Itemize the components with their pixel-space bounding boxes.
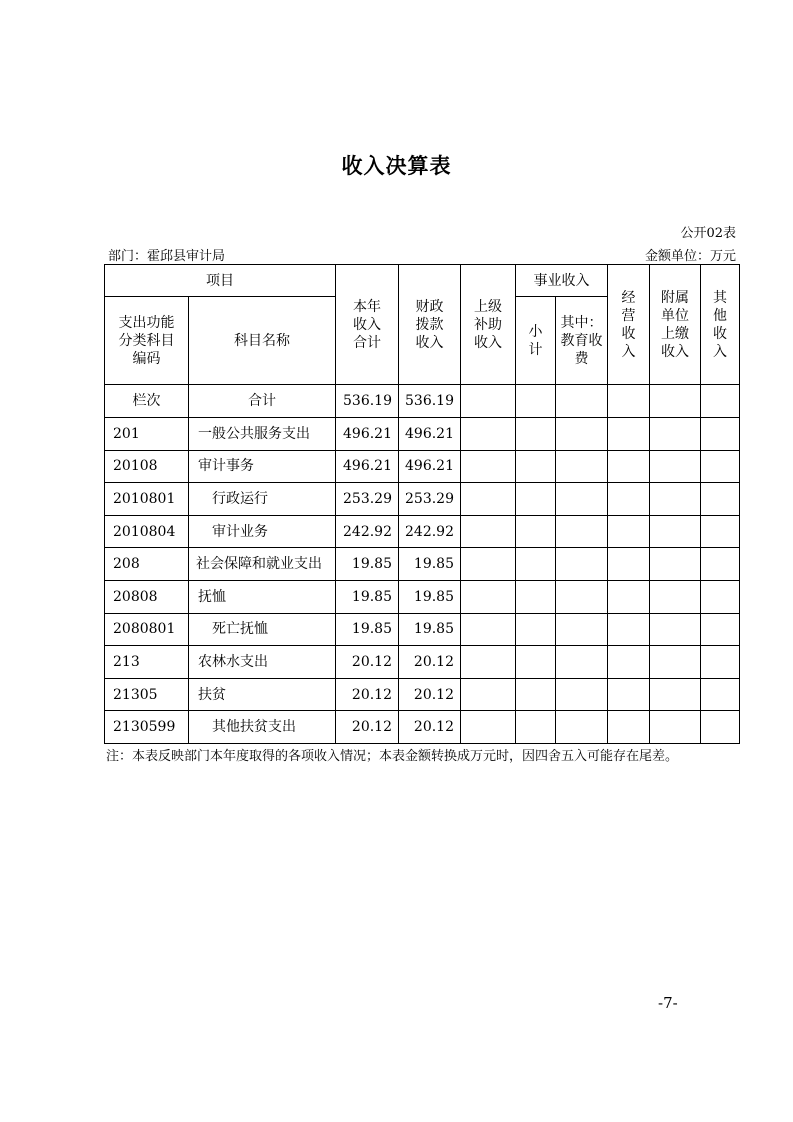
row-code: 20808: [105, 580, 189, 613]
row-code: 21305: [105, 678, 189, 711]
header-affiliated-income: 附属单位上缴收入: [650, 265, 701, 385]
header-superior-subsidy: 上级补助收入: [461, 265, 516, 385]
table-row: [105, 678, 740, 711]
row-fiscal: 20.12: [399, 646, 461, 679]
row-total: 253.29: [336, 483, 399, 516]
row-code: 2010804: [105, 515, 189, 548]
row-fiscal: 19.85: [399, 548, 461, 581]
row-fiscal: 19.85: [399, 580, 461, 613]
row-total: 20.12: [336, 711, 399, 744]
table-row: [105, 613, 740, 646]
row-total: 19.85: [336, 580, 399, 613]
row-code: 201: [105, 418, 189, 451]
row-name: 行政运行: [189, 483, 336, 516]
header-education-fee: 其中：教育收费: [556, 297, 608, 385]
row-fiscal: 20.12: [399, 678, 461, 711]
row-fiscal: 253.29: [399, 483, 461, 516]
summary-fiscal: 536.19: [399, 385, 461, 418]
row-total: 20.12: [336, 646, 399, 679]
row-code: 208: [105, 548, 189, 581]
header-fiscal-income: 财政拨款收入: [399, 265, 461, 385]
row-name: 审计业务: [189, 515, 336, 548]
row-name: 一般公共服务支出: [189, 418, 336, 451]
row-name: 抚恤: [189, 580, 336, 613]
row-total: 242.92: [336, 515, 399, 548]
row-fiscal: 242.92: [399, 515, 461, 548]
table-row: [105, 646, 740, 679]
row-code: 20108: [105, 450, 189, 483]
row-total: 20.12: [336, 678, 399, 711]
summary-row: [105, 385, 740, 418]
row-name: 农林水支出: [189, 646, 336, 679]
header-total-income: 本年收入合计: [336, 265, 399, 385]
header-subtotal: 小计: [516, 297, 556, 385]
table-row: [105, 483, 740, 516]
row-name: 扶贫: [189, 678, 336, 711]
summary-total: 536.19: [336, 385, 399, 418]
footnote: 注：本表反映部门本年度取得的各项收入情况；本表金额转换成万元时，因四舍五入可能存在尾差。: [106, 749, 679, 764]
row-name: 社会保障和就业支出: [189, 548, 336, 581]
form-number: 公开02表: [680, 226, 736, 241]
row-name: 死亡抚恤: [189, 613, 336, 646]
table-row: [105, 418, 740, 451]
table-row: [105, 515, 740, 548]
row-total: 19.85: [336, 548, 399, 581]
row-code: 2130599: [105, 711, 189, 744]
row-fiscal: 496.21: [399, 418, 461, 451]
header-func-code: 支出功能分类科目编码: [105, 297, 189, 385]
row-total: 19.85: [336, 613, 399, 646]
amount-unit-label: 金额单位：万元: [644, 249, 736, 264]
income-table: [104, 264, 740, 744]
row-fiscal: 20.12: [399, 711, 461, 744]
row-fiscal: 496.21: [399, 450, 461, 483]
header-operating-income: 经营收入: [608, 265, 650, 385]
row-code: 2080801: [105, 613, 189, 646]
header-business-income: 事业收入: [516, 265, 608, 297]
summary-label: 栏次: [105, 385, 189, 418]
row-name: 其他扶贫支出: [189, 711, 336, 744]
page-number: -7-: [658, 994, 678, 1012]
table-row: [105, 580, 740, 613]
table-row: [105, 450, 740, 483]
table-row: [105, 548, 740, 581]
row-code: 213: [105, 646, 189, 679]
page-title: 收入决算表: [341, 154, 452, 178]
header-item: 项目: [105, 265, 336, 297]
header-other-income: 其他收入: [701, 265, 740, 385]
row-total: 496.21: [336, 418, 399, 451]
header-subject-name: 科目名称: [189, 297, 336, 385]
row-code: 2010801: [105, 483, 189, 516]
row-name: 审计事务: [189, 450, 336, 483]
row-total: 496.21: [336, 450, 399, 483]
department-label: 部门：霍邱县审计局: [108, 249, 226, 264]
summary-name: 合计: [189, 385, 336, 418]
table-row: [105, 711, 740, 744]
row-fiscal: 19.85: [399, 613, 461, 646]
